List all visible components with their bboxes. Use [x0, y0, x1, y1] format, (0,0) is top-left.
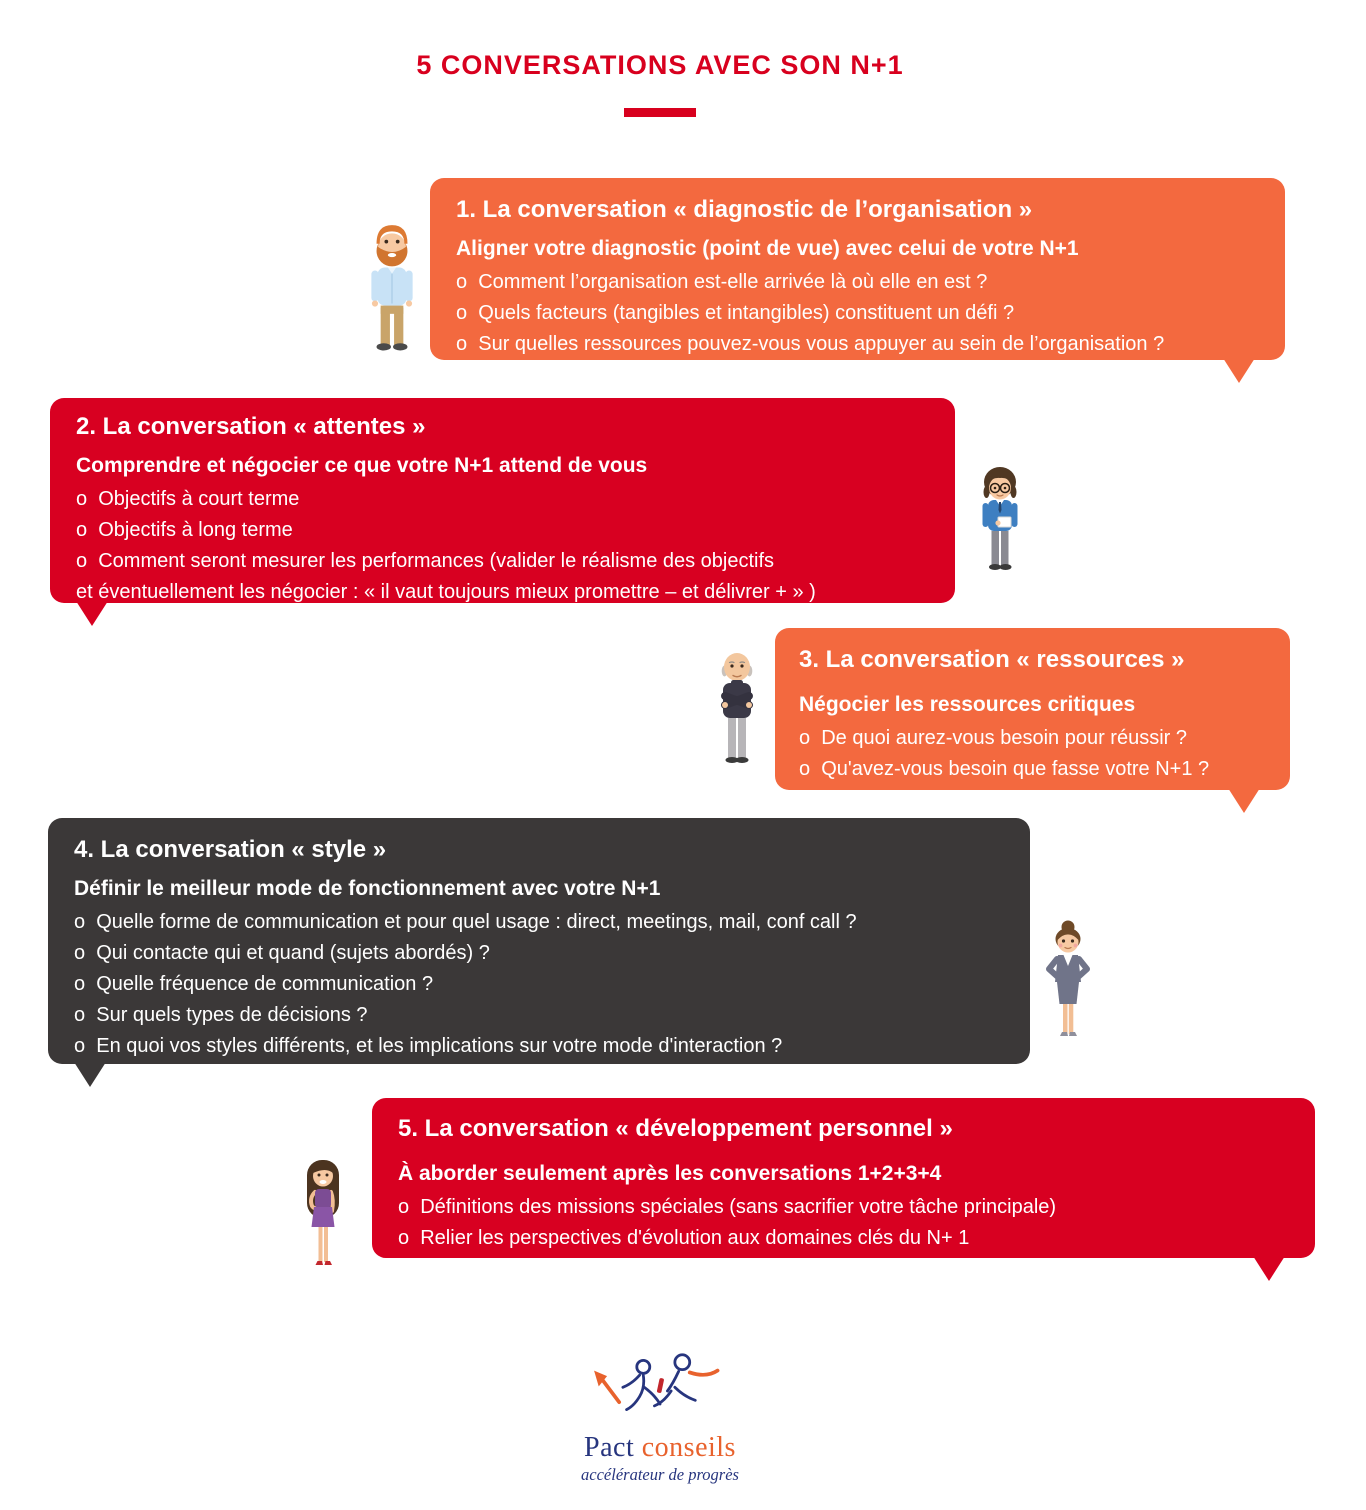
bullet-line: o Définitions des missions spéciales (sans sacrifier votre tâche principale)	[398, 1196, 1057, 1218]
bubble-bullets	[74, 907, 1004, 1062]
bullet-line: o Sur quelles ressources pouvez-vous vous appuyer au sein de l’organisation ?	[456, 333, 1165, 355]
bubble-bullets	[76, 484, 929, 608]
bubble-title: 3. La conversation « ressources »	[799, 646, 1185, 673]
speech-bubble-attentes	[50, 398, 955, 603]
bubble-title: 4. La conversation « style »	[74, 836, 387, 863]
bullet-line: o Objectifs à court terme	[76, 488, 300, 510]
character-bald-man-crossed-arms-illustration	[710, 646, 764, 770]
title-underline	[624, 108, 696, 117]
speech-bubble-developpement-personnel	[372, 1098, 1315, 1258]
bullet-line: o Relier les perspectives d'évolution aux domaines clés du N+ 1	[398, 1227, 970, 1249]
bullet-line: o Comment l’organisation est-elle arrivée là où elle en est ?	[456, 271, 988, 293]
bullet-line: o Qu'avez-vous besoin que fasse votre N+1 ?	[799, 758, 1210, 780]
bubble-bullets	[799, 723, 1266, 785]
bubble-subtitle: Définir le meilleur mode de fonctionnement avec votre N+1	[74, 877, 661, 900]
bubble-title: 1. La conversation « diagnostic de l’organisation »	[456, 196, 1033, 223]
bubble-tail	[1223, 358, 1255, 383]
page-title: 5 CONVERSATIONS AVEC SON N+1	[416, 50, 904, 80]
bubble-tail	[1228, 788, 1260, 813]
logo-name-pact: Pact	[584, 1432, 635, 1463]
bullet-line: o Quelle fréquence de communication ?	[74, 973, 434, 995]
bubble-subtitle: À aborder seulement après les conversations 1+2+3+4	[398, 1162, 942, 1185]
bubble-title: 2. La conversation « attentes »	[76, 413, 426, 440]
bubble-bullets	[456, 267, 1259, 360]
bubble-tail	[74, 1062, 106, 1087]
character-businesswoman-illustration	[1040, 918, 1096, 1052]
bullet-line: o Qui contacte qui et quand (sujets abordés) ?	[74, 942, 490, 964]
bullet-line: o De quoi aurez-vous besoin pour réussir ?	[799, 727, 1187, 749]
bullet-line: o Sur quels types de décisions ?	[74, 1004, 368, 1026]
pact-conseils-logo	[0, 1352, 1320, 1485]
bubble-tail	[76, 601, 108, 626]
bubble-subtitle: Aligner votre diagnostic (point de vue) avec celui de votre N+1	[456, 237, 1079, 260]
logo-wordmark	[0, 1432, 1320, 1464]
bubble-title: 5. La conversation « développement personnel »	[398, 1115, 953, 1142]
bullet-line: et éventuellement les négocier : « il vaut toujours mieux promettre – et délivrer + » )	[76, 581, 816, 603]
bubble-subtitle: Comprendre et négocier ce que votre N+1 attend de vous	[76, 454, 648, 477]
logo-name-conseils: conseils	[641, 1432, 736, 1463]
bullet-line: o Quels facteurs (tangibles et intangibles) constituent un défi ?	[456, 302, 1015, 324]
speech-bubble-ressources	[775, 628, 1290, 790]
character-bearded-man-illustration	[360, 220, 424, 352]
character-glasses-blue-sweater-illustration	[974, 464, 1026, 586]
logo-tagline: accélérateur de progrès	[581, 1465, 739, 1484]
speech-bubble-diagnostic	[430, 178, 1285, 360]
bubble-subtitle: Négocier les ressources critiques	[799, 693, 1136, 716]
bullet-line: o Quelle forme de communication et pour quel usage : direct, meetings, mail, conf call ?	[74, 911, 857, 933]
runners-logo-icon	[585, 1352, 735, 1430]
speech-bubble-style	[48, 818, 1030, 1064]
bullet-line: o En quoi vos styles différents, et les implications sur votre mode d'interaction ?	[74, 1035, 783, 1057]
bullet-line: o Comment seront mesurer les performances (valider le réalisme des objectifs	[76, 550, 775, 572]
bubble-bullets	[398, 1192, 1289, 1254]
bullet-line: o Objectifs à long terme	[76, 519, 293, 541]
character-woman-purple-dress-illustration	[298, 1156, 348, 1282]
bubble-tail	[1253, 1256, 1285, 1281]
